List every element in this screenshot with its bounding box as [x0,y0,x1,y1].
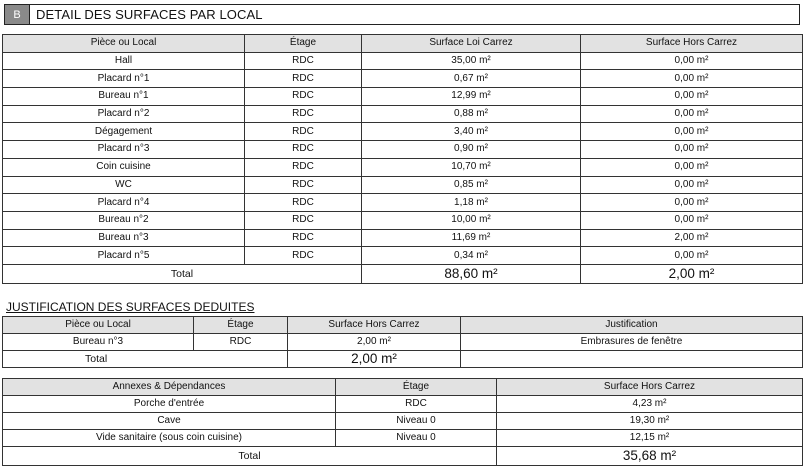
cell-etage: RDC [245,158,362,176]
cell-piece: Placard n°5 [3,247,245,265]
cell-etage: RDC [245,105,362,123]
surfaces-total-row [3,264,803,283]
section-header [4,4,800,25]
cell-hors-carrez: 0,00 m² [581,141,803,159]
cell-etage: Niveau 0 [336,430,497,447]
cell-etage: RDC [245,52,362,70]
justification-total-row [3,351,803,368]
cell-piece: Dégagement [3,123,245,141]
cell-piece: Coin cuisine [3,158,245,176]
cell-hors-carrez: 2,00 m² [581,229,803,247]
cell-carrez: 10,00 m² [362,211,581,229]
table-row [3,229,803,247]
cell-piece: Placard n°2 [3,105,245,123]
surfaces-header-row [3,35,803,53]
cell-hors-carrez: 4,23 m² [497,396,803,413]
table-row [3,413,803,430]
cell-piece: Placard n°4 [3,194,245,212]
cell-etage: RDC [194,334,288,351]
cell-hors-carrez: 0,00 m² [581,176,803,194]
cell-carrez: 3,40 m² [362,123,581,141]
col-hors-carrez-header: Surface Hors Carrez [581,35,803,53]
annexes-total-row [3,447,803,466]
cell-hors-carrez: 0,00 m² [581,158,803,176]
annexes-col-etage-header: Étage [336,379,497,396]
cell-hors-carrez: 0,00 m² [581,194,803,212]
justification-total-empty [461,351,803,368]
cell-etage: Niveau 0 [336,413,497,430]
section-badge: B [5,5,30,24]
cell-hors-carrez: 12,15 m² [497,430,803,447]
cell-etage: RDC [245,141,362,159]
col-carrez-header: Surface Loi Carrez [362,35,581,53]
justification-total-label: Total [3,351,194,368]
annexes-col-hors-carrez-header: Surface Hors Carrez [497,379,803,396]
surfaces-table [2,34,803,284]
cell-hors-carrez: 0,00 m² [581,211,803,229]
justif-col-justification-header: Justification [461,317,803,334]
cell-hors-carrez: 2,00 m² [288,334,461,351]
cell-carrez: 0,90 m² [362,141,581,159]
cell-piece: Bureau n°3 [3,229,245,247]
surfaces-total-hors-carrez: 2,00 m² [581,264,803,283]
table-row [3,247,803,265]
cell-piece: Hall [3,52,245,70]
surfaces-total-label: Total [3,264,362,283]
cell-hors-carrez: 19,30 m² [497,413,803,430]
cell-carrez: 35,00 m² [362,52,581,70]
table-row [3,430,803,447]
cell-carrez: 0,88 m² [362,105,581,123]
cell-etage: RDC [245,176,362,194]
cell-piece: Placard n°1 [3,70,245,88]
cell-carrez: 11,69 m² [362,229,581,247]
col-etage-header: Étage [245,35,362,53]
cell-etage: RDC [245,70,362,88]
cell-piece: Bureau n°2 [3,211,245,229]
cell-carrez: 10,70 m² [362,158,581,176]
surfaces-total-carrez: 88,60 m² [362,264,581,283]
cell-etage: RDC [245,123,362,141]
justification-table [2,316,803,368]
justif-col-hors-carrez-header: Surface Hors Carrez [288,317,461,334]
cell-piece: Placard n°3 [3,141,245,159]
justif-col-piece-header: Pièce ou Local [3,317,194,334]
justification-total-value: 2,00 m² [288,351,461,368]
col-piece-header: Pièce ou Local [3,35,245,53]
cell-carrez: 0,34 m² [362,247,581,265]
table-row [3,141,803,159]
annexes-col-name-header: Annexes & Dépendances [3,379,336,396]
justification-header-row [3,317,803,334]
cell-annexe: Vide sanitaire (sous coin cuisine) [3,430,336,447]
table-row [3,105,803,123]
section-title: DETAIL DES SURFACES PAR LOCAL [36,7,263,22]
cell-etage: RDC [245,247,362,265]
cell-carrez: 0,85 m² [362,176,581,194]
cell-etage: RDC [245,211,362,229]
table-row [3,70,803,88]
cell-etage: RDC [245,194,362,212]
cell-carrez: 12,99 m² [362,88,581,106]
cell-annexe: Porche d'entrée [3,396,336,413]
cell-piece: WC [3,176,245,194]
annexes-total-value: 35,68 m² [497,447,803,466]
table-row [3,334,803,351]
cell-hors-carrez: 0,00 m² [581,88,803,106]
cell-hors-carrez: 0,00 m² [581,70,803,88]
cell-carrez: 1,18 m² [362,194,581,212]
cell-carrez: 0,67 m² [362,70,581,88]
cell-etage: RDC [245,88,362,106]
cell-hors-carrez: 0,00 m² [581,52,803,70]
table-row [3,211,803,229]
cell-piece: Bureau n°3 [3,334,194,351]
annexes-total-label: Total [3,447,497,466]
cell-piece: Bureau n°1 [3,88,245,106]
table-row [3,88,803,106]
cell-etage: RDC [245,229,362,247]
cell-etage: RDC [336,396,497,413]
table-row [3,194,803,212]
cell-justification: Embrasures de fenêtre [461,334,803,351]
justification-total-spacer [194,351,288,368]
table-row [3,396,803,413]
cell-hors-carrez: 0,00 m² [581,123,803,141]
table-row [3,123,803,141]
cell-annexe: Cave [3,413,336,430]
table-row [3,176,803,194]
table-row [3,52,803,70]
cell-hors-carrez: 0,00 m² [581,247,803,265]
annexes-table [2,378,803,466]
justif-col-etage-header: Étage [194,317,288,334]
justification-title: JUSTIFICATION DES SURFACES DEDUITES [6,300,255,314]
annexes-header-row [3,379,803,396]
cell-hors-carrez: 0,00 m² [581,105,803,123]
table-row [3,158,803,176]
